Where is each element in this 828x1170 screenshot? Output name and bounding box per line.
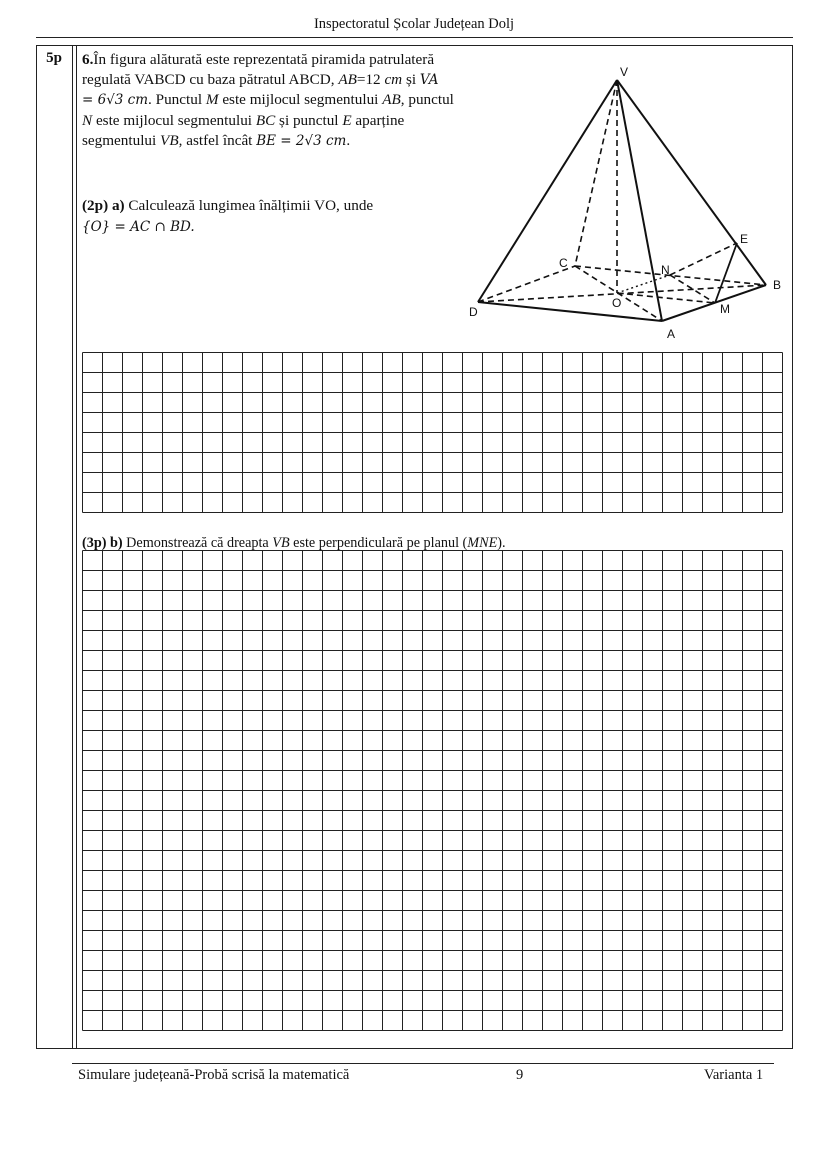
part-b-text: VB	[272, 535, 290, 551]
problem-text: În figura alăturată este reprezentată piramida patrulateră regulată VABCD cu baza pătratul ABCD,	[82, 51, 435, 89]
problem-text: este mijlocul segmentului	[92, 111, 256, 129]
part-b-text: MNE	[467, 535, 498, 551]
edge-VB	[617, 80, 766, 285]
problem-text: este mijlocul segmentului	[218, 91, 383, 109]
label-A: A	[667, 327, 676, 341]
part-a-text: Calculează lungimea înălțimii VO, unde	[124, 197, 374, 214]
part-b-label: (3p) b)	[82, 535, 123, 551]
pyramid-figure	[465, 60, 795, 350]
problem-text: BC	[255, 111, 276, 129]
label-C: C	[559, 256, 568, 270]
footer-rule	[72, 1063, 774, 1064]
answer-grid-b[interactable]	[82, 550, 786, 1048]
part-a-label: (2p) a)	[82, 197, 125, 214]
edge-VA	[617, 80, 662, 321]
problem-text: aparține segmentului	[82, 111, 405, 149]
label-B: B	[773, 278, 782, 292]
label-N: N	[661, 263, 670, 277]
footer-right: Varianta 1	[704, 1067, 764, 1083]
part-b-text: este perpendiculară pe planul (	[289, 535, 468, 551]
edge-VC	[575, 80, 617, 266]
segment-OM	[617, 293, 715, 303]
edge-DA	[478, 302, 662, 321]
points-column-divider	[72, 45, 73, 1049]
problem-text: =12	[356, 71, 385, 89]
problem-text: N	[82, 111, 93, 129]
part-a-formula: {O} = AC ∩ BD.	[82, 219, 195, 235]
problem-text: și	[402, 71, 420, 89]
problem-text: , punctul	[400, 91, 454, 109]
points-column-divider-inner	[76, 45, 77, 1049]
problem-text: , astfel încât	[178, 131, 257, 149]
problem-text: VB	[160, 131, 179, 149]
problem-text: .	[346, 131, 351, 149]
problem-text: . Punctul	[148, 91, 206, 109]
problem-text: AB	[338, 71, 357, 89]
answer-grid-a[interactable]	[82, 352, 786, 513]
footer-left: Simulare județeană-Probă scrisă la matematică	[78, 1067, 350, 1083]
problem-formula: BE = 2√3 cm	[256, 132, 347, 149]
footer-page-number: 9	[516, 1067, 524, 1083]
label-E: E	[740, 232, 749, 246]
page-header: Inspectoratul Școlar Județean Dolj	[313, 16, 515, 32]
label-O: O	[612, 296, 622, 310]
label-D: D	[469, 305, 478, 319]
problem-text: E	[342, 111, 352, 129]
label-M: M	[720, 302, 730, 316]
header-rule	[36, 37, 793, 38]
problem-text: M	[205, 91, 219, 109]
segment-ON	[617, 275, 670, 293]
problem-text: AB	[382, 91, 401, 109]
problem-formula: VA = 6√3 cm	[82, 72, 439, 109]
problem-statement	[82, 50, 454, 151]
label-V: V	[620, 65, 629, 79]
points-label: 5p	[46, 50, 62, 66]
problem-text: și punctul	[275, 111, 343, 129]
problem-text: cm	[384, 71, 403, 89]
part-b-text: ).	[497, 535, 506, 551]
part-a	[82, 195, 454, 238]
problem-number: 6.	[82, 51, 94, 68]
part-b-text: Demonstrează că dreapta	[122, 535, 273, 551]
